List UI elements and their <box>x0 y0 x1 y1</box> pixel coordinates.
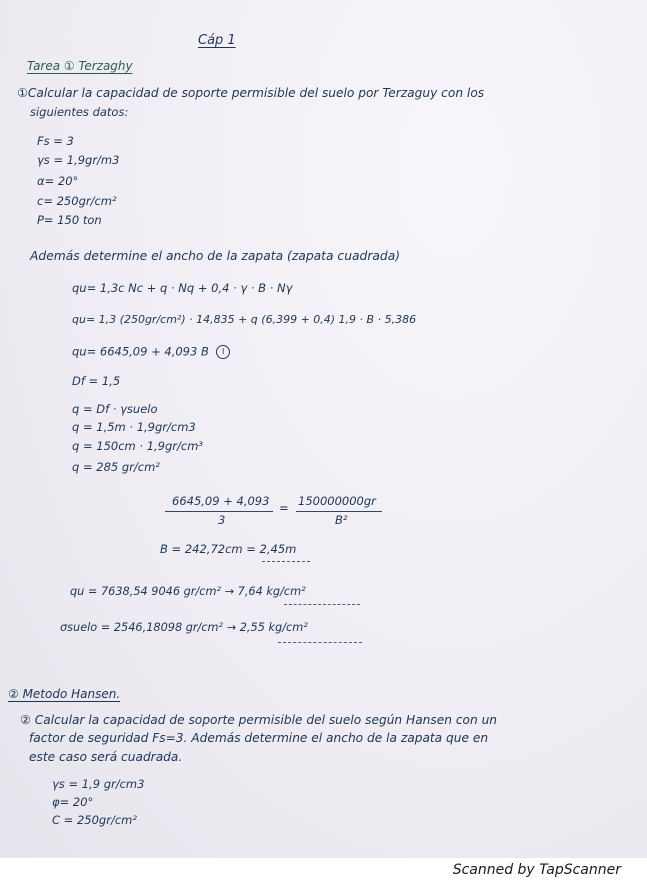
qsuelo-result: σsuelo = 2546,18098 gr/cm² → 2,55 kg/cm² <box>60 621 308 634</box>
data-p: P= 150 ton <box>37 213 102 227</box>
data-fs: Fs = 3 <box>37 134 74 148</box>
equation-3: qu= 6645,09 + 4,093 B <box>72 344 209 359</box>
hansen-data-phi: φ= 20° <box>52 795 94 809</box>
equation-1: qu= 1,3c Nc + q · Nq + 0,4 · γ · B · Nγ <box>72 281 293 295</box>
data-gamma: γs = 1,9gr/m3 <box>37 153 120 167</box>
hansen-problem-line-3: este caso será cuadrada. <box>29 750 183 764</box>
data-alpha: α= 20° <box>37 174 79 188</box>
problem-line-2: siguientes datos: <box>30 105 129 119</box>
fraction-denominator: 3 <box>218 513 226 527</box>
equation-marker: I <box>216 345 230 359</box>
df-line-4: q = 150cm · 1,9gr/cm³ <box>72 439 204 453</box>
b-result-underline <box>262 561 310 562</box>
df-line-3: q = 1,5m · 1,9gr/cm3 <box>72 420 196 434</box>
hansen-data-c: C = 250gr/cm² <box>52 813 137 827</box>
fraction-equals: = <box>279 501 289 515</box>
df-line-2: q = Df · γsuelo <box>72 402 158 416</box>
b-result: B = 242,72cm = 2,45m <box>160 542 297 556</box>
hansen-problem-line-1: ② Calcular la capacidad de soporte permisible del suelo según Hansen con un <box>20 713 498 727</box>
fraction-bar-left <box>165 511 273 512</box>
equation-3-row <box>72 345 230 359</box>
data-c: c= 250gr/cm² <box>37 194 117 208</box>
hansen-problem-line-2: factor de seguridad Fs=3. Además determine el ancho de la zapata que en <box>29 731 489 745</box>
fraction-rhs-numerator: 150000000gr <box>298 494 376 508</box>
instruction-line: Además determine el ancho de la zapata (zapata cuadrada) <box>30 249 401 263</box>
equation-2: qu= 1,3 (250gr/cm²) · 14,835 + q (6,399 + 0,4) 1,9 · B · 5,386 <box>72 313 417 326</box>
problem-line-1: ①Calcular la capacidad de soporte permisible del suelo por Terzaguy con los <box>17 86 485 100</box>
qsuelo-result-underline <box>278 642 362 643</box>
page-title: Cáp 1 <box>198 33 236 48</box>
df-line-5: q = 285 gr/cm² <box>72 460 160 474</box>
hansen-data-gamma: γs = 1,9 gr/cm3 <box>52 777 145 791</box>
qu-result: qu = 7638,54 9046 gr/cm² → 7,64 kg/cm² <box>70 585 306 598</box>
fraction-bar-right <box>296 511 382 512</box>
tarea-heading: Tarea ① Terzaghy <box>27 59 133 73</box>
scanner-watermark: Scanned by TapScanner <box>452 862 621 878</box>
qu-result-underline <box>284 604 360 605</box>
fraction-numerator: 6645,09 + 4,093 <box>172 494 270 508</box>
df-line-1: Df = 1,5 <box>72 374 121 388</box>
hansen-heading: ② Metodo Hansen. <box>8 687 121 701</box>
fraction-rhs-denominator: B² <box>335 513 348 527</box>
